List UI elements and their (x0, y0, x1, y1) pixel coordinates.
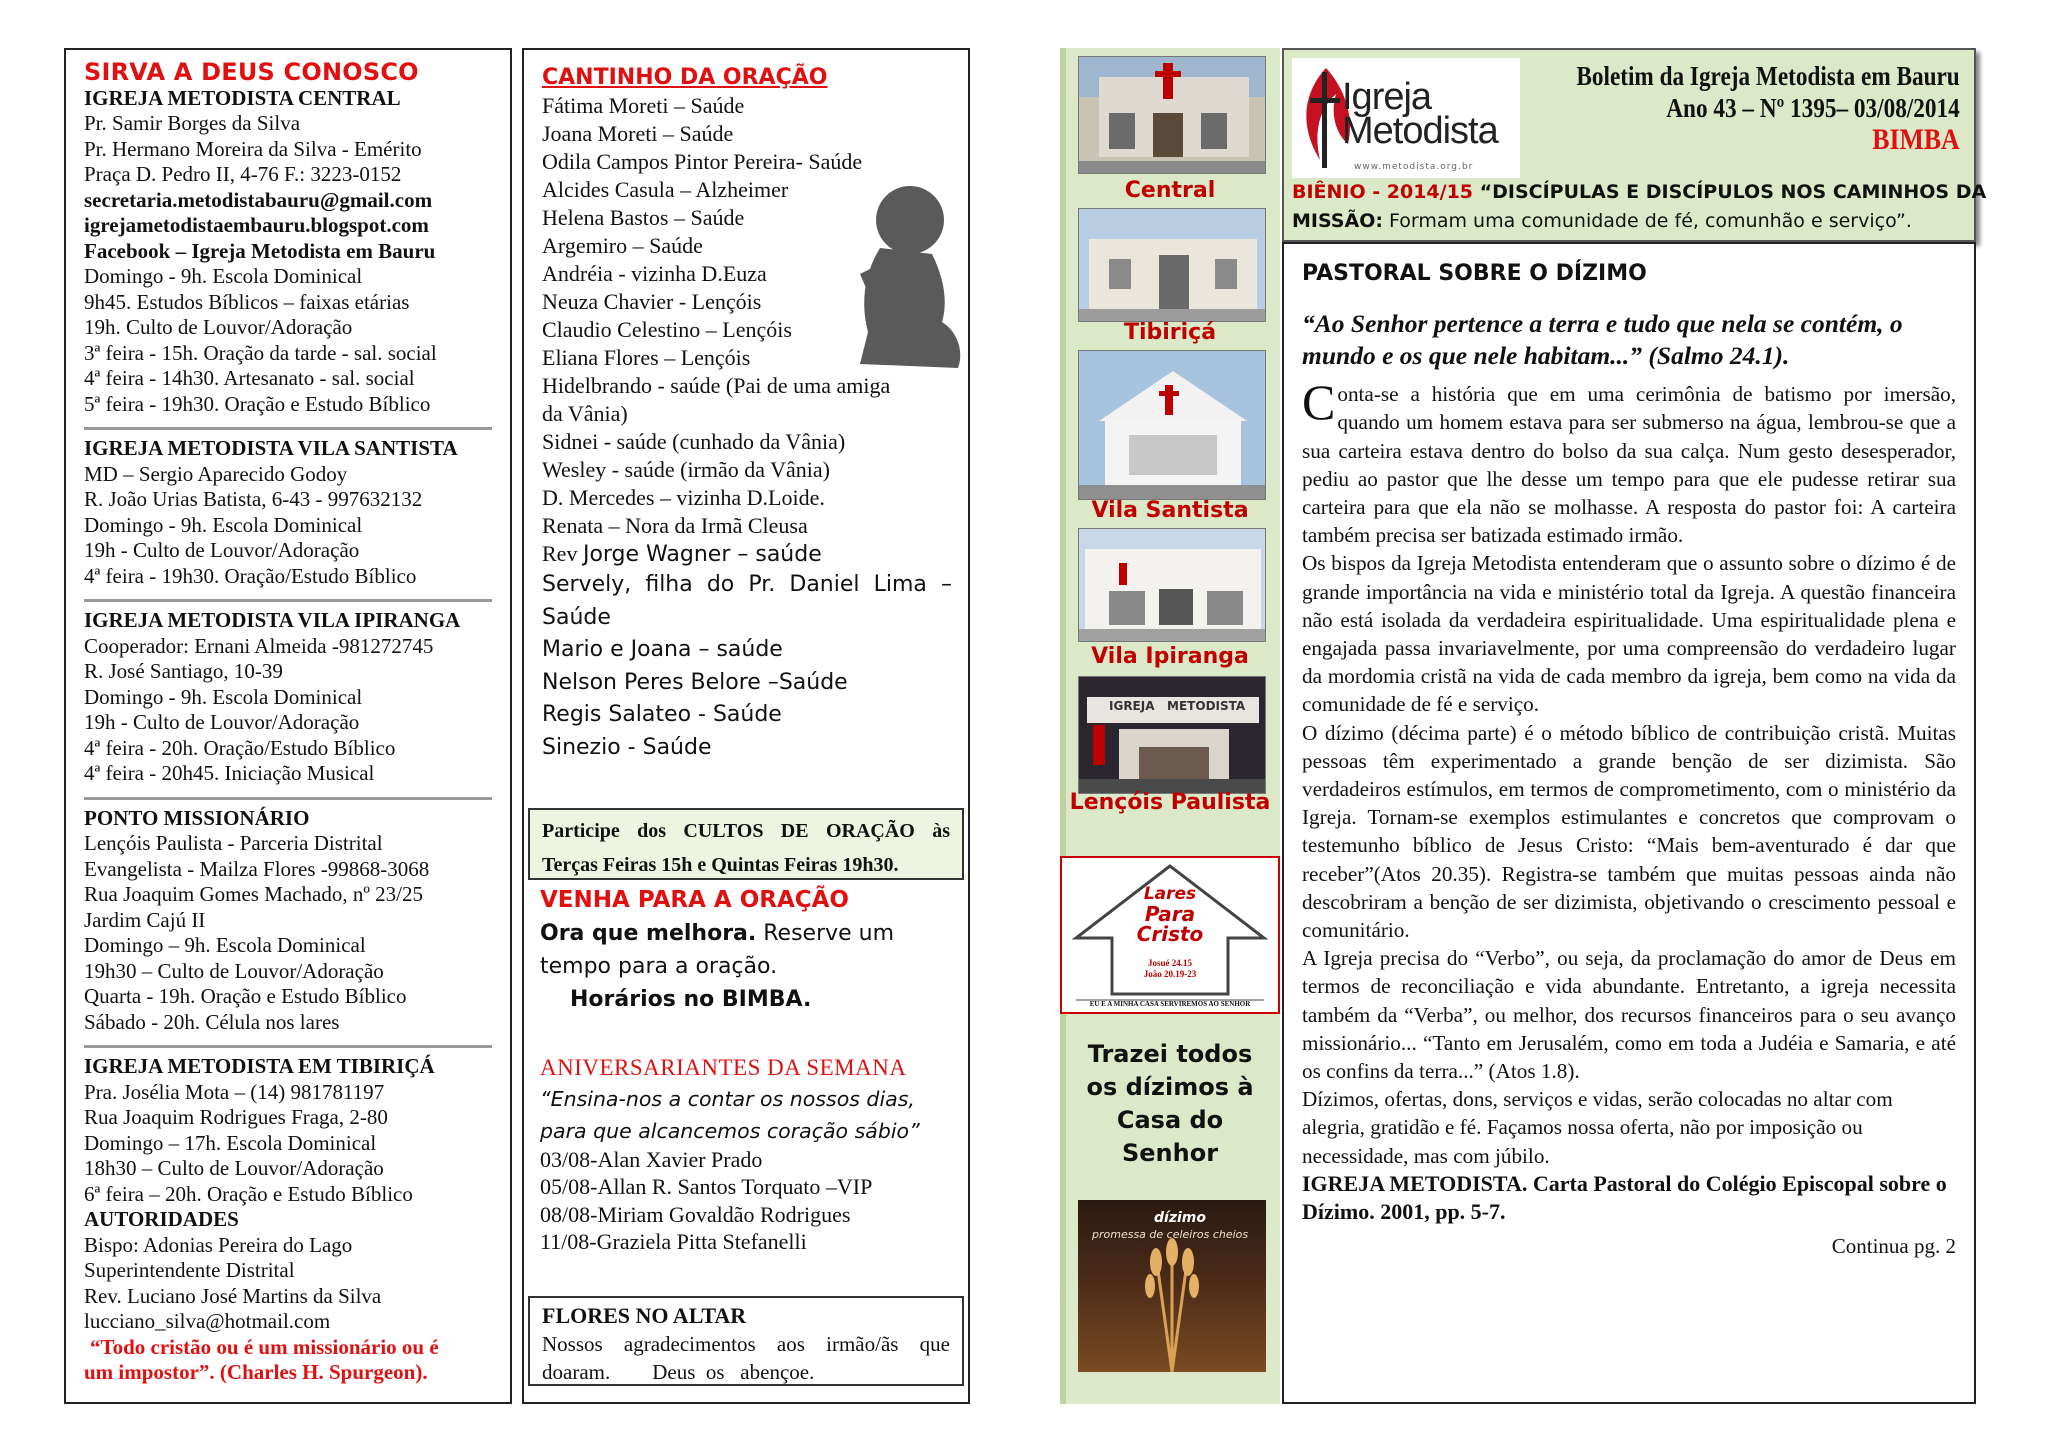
prayer-item (542, 540, 950, 569)
central-schedule-line: Domingo - 9h. Escola Dominical (84, 264, 363, 288)
central-facebook: Facebook – Igreja Metodista em Bauru (84, 238, 436, 263)
autoridades-heading: AUTORIDADES (84, 1207, 239, 1231)
vila-santista-church-photo (1078, 350, 1266, 500)
prayer-item: Fátima Moreti – Saúde (542, 93, 745, 118)
birthday-item: 08/08-Miriam Govaldão Rodrigues (540, 1201, 851, 1227)
bulletin-title-block (1577, 60, 1960, 156)
divider (84, 427, 492, 430)
birthday-item: 11/08-Graziela Pitta Stefanelli (540, 1229, 807, 1254)
central-schedule-line: 9h45. Estudos Bíblicos – faixas etárias (84, 289, 410, 314)
prayer-item: Neuza Chavier - Lençóis (542, 289, 762, 314)
prayer-item: Sinezio - Saúde (542, 734, 712, 760)
lares-para-cristo-logo (1060, 856, 1280, 1014)
prayer-panel (522, 48, 970, 1404)
birthdays-title: ANIVERSARIANTES DA SEMANA (540, 1055, 907, 1080)
tibirica-line: 18h30 – Culto de Louvor/Adoração (84, 1156, 384, 1180)
article-paragraph: A Igreja precisa do “Verbo”, ou seja, da proclamação do amor de Deus em termos de reconciliação e vida abundante. Entretanto, a igreja necessita também da “Verba”, ou melhor, dos recursos financeiros para o seu avanço missionário... “Tanto em Jerusalém, como em toda a Judéia e Samaria, e até os confins da terra...” (Atos 1.8). (1302, 946, 1956, 1084)
vila-santista-line: 4ª feira - 19h30. Oração/Estudo Bíblico (84, 563, 417, 588)
logo-line1: Igreja (1342, 76, 1432, 118)
ponto-line: Sábado - 20h. Célula nos lares (84, 1009, 340, 1034)
tithe-line: Casa do (1116, 1106, 1224, 1134)
vila-ipiranga-line: 4ª feira - 20h45. Iniciação Musical (84, 761, 375, 785)
directory-title: SIRVA A DEUS CONOSCO (84, 58, 419, 86)
venha-line3: Horários no BIMBA. (570, 987, 812, 1012)
central-schedule-line: 3ª feira - 15h. Oração da tarde - sal. social (84, 340, 437, 365)
venha-bold: Ora que melhora. (540, 921, 757, 946)
church-label-vila-ipiranga: Vila Ipiranga (1091, 644, 1249, 669)
flores-line2: doaram. Deus os abençoe. (542, 1360, 815, 1384)
central-blog[interactable]: igrejametodistaembauru.blogspot.com (84, 213, 429, 237)
central-email[interactable]: secretaria.metodistabauru@gmail.com (84, 187, 433, 212)
birthdays-block (540, 1054, 960, 1256)
prayer-item: Joana Moreti – Saúde (542, 121, 734, 146)
spurgeon-quote-line2: um impostor”. (Charles H. Spurgeon). (84, 1360, 428, 1384)
ponto-line: Lençóis Paulista - Parceria Distrital (84, 831, 383, 855)
flores-line1: Nossos agradecimentos aos irmão/ãs que (542, 1332, 950, 1356)
bulletin-name: BIMBA (1872, 123, 1960, 156)
venha-line2: tempo para a oração. (540, 954, 778, 979)
lares-word3: Cristo (1136, 922, 1204, 946)
sidebar-edge (1060, 48, 1066, 1404)
article-paragraph: O dízimo (décima parte) é o método bíblico de contribuição cristã. Muitas pessoas têm experimentado a grande benção de ser dizimista. São verdadeiros estímulos, em termos de comprometimento, com o ministério da Igreja. Tornam-se exemplos estimulantes e concretos que comprovam o testemunho bíblico de Jesus Cristo: “Mais bem-aventurado é dar que receber”(Atos 20.35). Registra-se também que muitas pessoas ainda não descobriram a benção de ser dizimista, objetivando o crescimento pessoal e comunitário. (1302, 720, 1956, 943)
article-reference: IGREJA METODISTA. Carta Pastoral do Colégio Episcopal sobre o Dízimo. 2001, pp. 5-7. (1302, 1170, 1947, 1225)
article-paragraph (1302, 374, 1956, 549)
vila-ipiranga-heading: IGREJA METODISTA VILA IPIRANGA (84, 608, 461, 632)
continue-page-link[interactable]: Continua pg. 2 (1831, 1234, 1956, 1259)
central-schedule-line: 19h. Culto de Louvor/Adoração (84, 315, 353, 339)
birthday-item: 05/08-Allan R. Santos Torquato –VIP (540, 1174, 873, 1199)
article-paragraph-text: onta-se a história que em uma cerimônia de batismo por imersão, quando um homem estava para ser submerso na água, lembrou-se que a sua carteira estava dentro do bolso da sua calça. Num gesto desesperador, pediu ao pastor que lhe desse um tempo para que ele pudesse retirar sua carteira para que ela não se molhasse. A resposta do pastor foi: A carteira também precisa ser batizada estimado irmão. (1302, 382, 1956, 548)
lares-ref2: João 20.19-23 (1143, 969, 1197, 979)
rev-prefix: Rev (542, 541, 583, 566)
bienio-text: “DISCÍPULAS E DISCÍPULOS NOS CAMINHOS DA (1473, 181, 1987, 203)
lares-footer: EU E A MINHA CASA SERVIREMOS AO SENHOR (1089, 1000, 1251, 1008)
venha-oracao-block (540, 884, 960, 1016)
church-label-vila-santista: Vila Santista (1091, 498, 1249, 523)
article-paragraph: Dízimos, ofertas, dons, serviços e vidas, serão colocadas no altar com alegria, gratidão e fé. Façamos nossa oferta, não por imposição ou necessidade, mas com júbilo. (1302, 1087, 1893, 1168)
prayer-item: Andréia - vizinha D.Euza (542, 261, 767, 286)
spurgeon-quote-line1: “Todo cristão ou é um missionário ou é (90, 1334, 439, 1359)
tithe-line: os dízimos à (1086, 1073, 1254, 1101)
tibirica-church-photo (1078, 208, 1266, 322)
lares-word2: Para (1144, 902, 1196, 926)
bienio-label: BIÊNIO - 2014/15 (1292, 181, 1474, 203)
birthdays-quote1: “Ensina-nos a contar os nossos dias, (540, 1086, 915, 1111)
bulletin-header (1282, 48, 1987, 242)
article-paragraph: Os bispos da Igreja Metodista entenderam que o assunto sobre o dízimo é de grande importância na vida e ministério total da Igreja. A questão financeira não está isolada da verdadeira espiritualidade. Uma espiritualidade plena e engajada passa invariavelmente, por uma compreensão do verdadeiro lugar da mordomia cristã na vida de cada membro da igreja, bem como na vida da comunidade de fé e serviço. (1302, 551, 1956, 717)
prayer-item: Servely, filha do Pr. Daniel Lima – (542, 572, 952, 597)
tibirica-line: Rua Joaquim Rodrigues Fraga, 2-80 (84, 1105, 388, 1129)
prayer-item: Odila Campos Pintor Pereira- Saúde (542, 149, 863, 174)
tibirica-line: Domingo – 17h. Escola Dominical (84, 1130, 377, 1155)
church-label-tibirica: Tibiriçá (1123, 320, 1217, 345)
churches-sidebar (1060, 48, 1280, 1404)
pastoral-article (1282, 242, 1976, 1404)
venha-title: VENHA PARA A ORAÇÃO (540, 887, 849, 913)
prayer-item: Saúde (542, 604, 611, 630)
church-label-central: Central (1124, 178, 1216, 203)
prayer-item: Alcides Casula – Alzheimer (542, 177, 789, 202)
bienio-motto (1292, 178, 1987, 236)
bulletin-title: Boletim da Igreja Metodista em Bauru (1576, 61, 1960, 91)
venha-rest: Reserve um (756, 921, 895, 946)
prayer-item: Claudio Celestino – Lençóis (542, 317, 792, 342)
autoridades-line: Superintendente Distrital (84, 1258, 295, 1282)
flores-title: FLORES NO ALTAR (542, 1303, 747, 1328)
altar-flowers-box (528, 1296, 964, 1386)
central-church-photo (1078, 56, 1266, 174)
prayer-cults-line1: Participe dos CULTOS DE ORAÇÃO às (542, 820, 950, 842)
tithe-slogan (1060, 1038, 1280, 1170)
dizimo-wheat-image (1078, 1200, 1266, 1372)
vila-ipiranga-church-photo (1078, 528, 1266, 642)
tithe-line: Senhor (1121, 1139, 1219, 1167)
article-title: PASTORAL SOBRE O DÍZIMO (1302, 261, 1647, 286)
dizimo-subtitle: promessa de celeiros cheios (1092, 1228, 1249, 1241)
central-line: Pr. Hermano Moreira da Silva - Emérito (84, 136, 422, 161)
ponto-line: Evangelista - Mailza Flores -99868-3068 (84, 856, 430, 881)
ponto-line: Rua Joaquim Gomes Machado, nº 23/25 (84, 882, 423, 906)
central-line: Pr. Samir Borges da Silva (84, 111, 301, 135)
prayer-item: Renata – Nora da Irmã Cleusa (542, 513, 808, 538)
tibirica-heading: IGREJA METODISTA EM TIBIRIÇÁ (84, 1054, 435, 1078)
vila-ipiranga-line: 19h - Culto de Louvor/Adoração (84, 710, 360, 734)
vila-ipiranga-line: Domingo - 9h. Escola Dominical (84, 684, 363, 709)
lares-ref1: Josué 24.15 (1147, 958, 1192, 968)
vila-ipiranga-line: 4ª feira - 20h. Oração/Estudo Bíblico (84, 735, 396, 760)
central-schedule-line: 5ª feira - 19h30. Oração e Estudo Bíblico (84, 391, 431, 416)
prayer-item: da Vânia) (542, 401, 628, 426)
ponto-line: Jardim Cajú II (84, 907, 206, 932)
prayer-item: Hidelbrando - saúde (Pai de uma amiga (542, 373, 891, 398)
tithe-line: Trazei todos (1087, 1040, 1253, 1068)
rev-name: Jorge Wagner – saúde (582, 542, 822, 567)
prayer-item: Argemiro – Saúde (542, 233, 703, 258)
bulletin-issue: Ano 43 – Nº 1395– 03/08/2014 (1666, 93, 1960, 123)
praying-child-icon (840, 182, 970, 372)
ponto-line: Domingo – 9h. Escola Dominical (84, 933, 366, 957)
divider (84, 797, 492, 800)
logo-line2: Metodista (1342, 110, 1498, 152)
vila-ipiranga-line: Cooperador: Ernani Almeida -981272745 (84, 633, 434, 658)
church-directory-panel (64, 48, 512, 1404)
prayer-item: Wesley - saúde (irmão da Vânia) (542, 457, 830, 482)
vila-santista-line: R. João Urias Batista, 6-43 - 997632132 (84, 487, 423, 511)
prayer-item: Helena Bastos – Saúde (542, 205, 745, 230)
missao-text: Formam uma comunidade de fé, comunhão e serviço”. (1382, 210, 1912, 232)
church-label-lencois: Lençóis Paulista (1069, 790, 1271, 815)
missao-label: MISSÃO: (1292, 210, 1383, 232)
ponto-heading: PONTO MISSIONÁRIO (84, 805, 310, 830)
prayer-title: CANTINHO DA ORAÇÃO (542, 65, 828, 90)
prayer-cults-box (528, 808, 964, 880)
prayer-item: Nelson Peres Belore –Saúde (542, 669, 848, 695)
prayer-item: Regis Salateo - Saúde (542, 702, 782, 727)
divider (84, 1045, 492, 1048)
ponto-line: 19h30 – Culto de Louvor/Adoração (84, 958, 384, 983)
vila-ipiranga-line: R. José Santiago, 10-39 (84, 659, 283, 683)
lencois-church-photo (1078, 676, 1266, 794)
autoridades-line: Rev. Luciano José Martins da Silva (84, 1283, 382, 1308)
vila-santista-line: Domingo - 9h. Escola Dominical (84, 512, 363, 537)
divider (84, 599, 492, 602)
drop-cap: C (1302, 374, 1336, 431)
central-schedule-line: 4ª feira - 14h30. Artesanato - sal. social (84, 366, 415, 390)
vila-santista-line: MD – Sergio Aparecido Godoy (84, 461, 348, 486)
lares-word1: Lares (1143, 884, 1197, 904)
vila-santista-line: 19h - Culto de Louvor/Adoração (84, 538, 360, 562)
prayer-item: Mario e Joana – saúde (542, 637, 783, 662)
ponto-line: Quarta - 19h. Oração e Estudo Bíblico (84, 984, 407, 1008)
prayer-item: Sidnei - saúde (cunhado da Vânia) (542, 429, 846, 454)
central-line: Praça D. Pedro II, 4-76 F.: 3223-0152 (84, 162, 402, 186)
dizimo-word: dízimo (1154, 1210, 1206, 1226)
vila-santista-heading: IGREJA METODISTA VILA SANTISTA (84, 436, 458, 460)
church-sign: IGREJA METODISTA (1109, 699, 1246, 713)
prayer-item: D. Mercedes – vizinha D.Loide. (542, 485, 825, 510)
tibirica-line: Pra. Josélia Mota – (14) 981781197 (84, 1079, 385, 1104)
autoridades-email[interactable]: lucciano_silva@hotmail.com (84, 1309, 331, 1333)
igreja-metodista-logo (1292, 58, 1520, 178)
birthday-item: 03/08-Alan Xavier Prado (540, 1146, 763, 1172)
logo-url: www.metodista.org.br (1354, 162, 1474, 172)
article-verse: “Ao Senhor pertence a terra e tudo que nela se contém, o mundo e os que nele habitam...” (Salmo 24.1). (1302, 309, 1903, 371)
birthdays-quote2: para que alcancemos coração sábio” (540, 1118, 920, 1143)
autoridades-line: Bispo: Adonias Pereira do Lago (84, 1232, 353, 1257)
prayer-item: Eliana Flores – Lençóis (542, 345, 751, 370)
prayer-cults-line2: Terças Feiras 15h e Quintas Feiras 19h30. (542, 854, 899, 876)
tibirica-line: 6ª feira – 20h. Oração e Estudo Bíblico (84, 1181, 413, 1206)
central-heading: IGREJA METODISTA CENTRAL (84, 85, 401, 110)
